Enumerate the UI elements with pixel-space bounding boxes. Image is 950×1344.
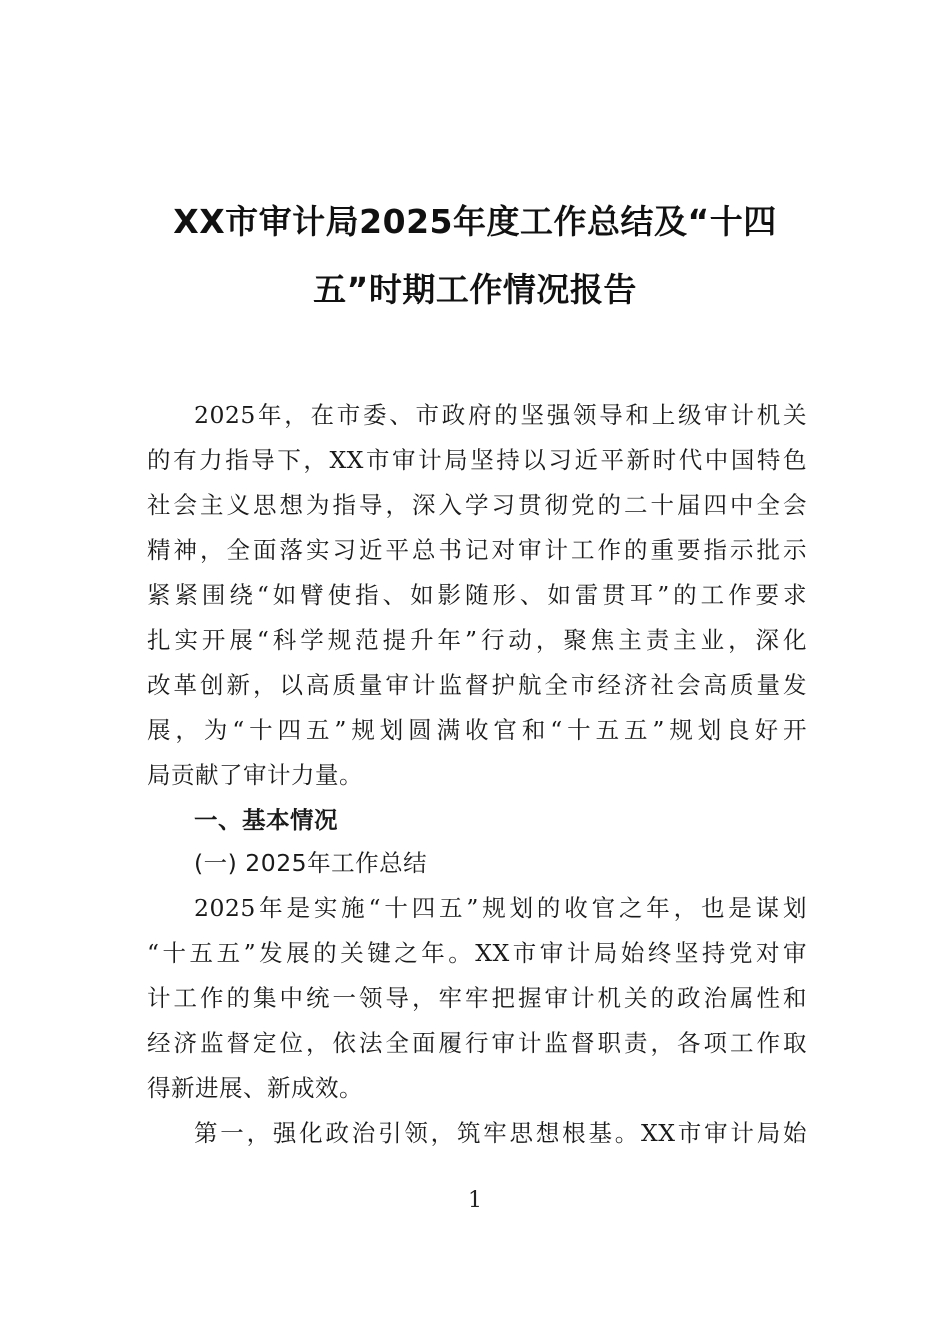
document-title-line-2: 五”时期工作情况报告 [313,270,637,309]
document-title-line-1: XX市审计局2025年度工作总结及“十四 [173,202,777,241]
paragraph-line: 2025年，在市委、市政府的坚强领导和上级审计机关 [194,401,807,429]
paragraph-line: 2025年是实施“十四五”规划的收官之年，也是谋划 [194,894,807,922]
paragraph-line: 改革创新，以高质量审计监督护航全市经济社会高质量发 [147,671,807,699]
page-number: 1 [468,1188,482,1213]
subsection-heading: (一) 2025年工作总结 [194,849,428,877]
paragraph-line: 社会主义思想为指导，深入学习贯彻党的二十届四中全会 [147,491,807,519]
paragraph-line: 的有力指导下，XX市审计局坚持以习近平新时代中国特色 [147,446,807,474]
paragraph-line: 展，为“十四五”规划圆满收官和“十五五”规划良好开 [147,716,807,744]
paragraph-line: 计工作的集中统一领导，牢牢把握审计机关的政治属性和 [147,984,807,1012]
paragraph-line: “十五五”发展的关键之年。XX市审计局始终坚持党对审 [147,939,807,967]
section-heading: 一、基本情况 [194,806,338,834]
paragraph-line: 紧紧围绕“如臂使指、如影随形、如雷贯耳”的工作要求 [147,581,807,609]
paragraph-line: 经济监督定位，依法全面履行审计监督职责，各项工作取 [147,1029,807,1057]
paragraph-line: 精神，全面落实习近平总书记对审计工作的重要指示批示 [147,536,807,564]
paragraph-line: 第一，强化政治引领，筑牢思想根基。XX市审计局始 [194,1119,807,1147]
paragraph-line: 扎实开展“科学规范提升年”行动，聚焦主责主业，深化 [147,626,807,654]
paragraph-line: 得新进展、新成效。 [147,1074,363,1102]
paragraph-line: 局贡献了审计力量。 [147,761,363,789]
